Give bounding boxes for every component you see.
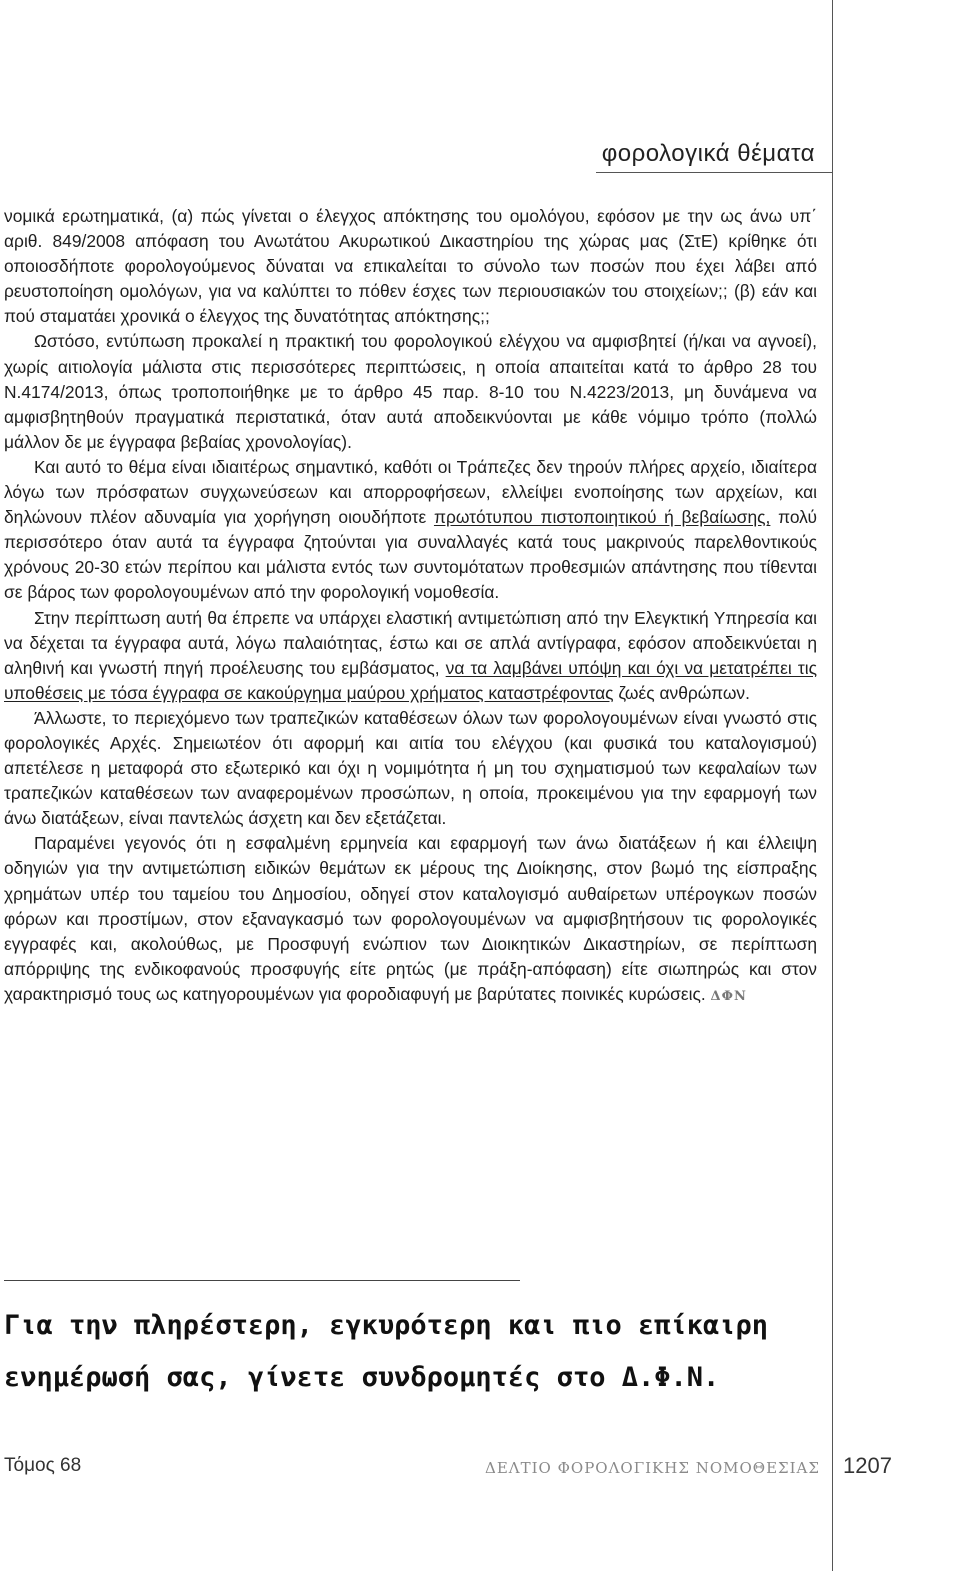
paragraph-3-text-a: Και αυτό το θέμα είναι ιδιαιτέρως σημαντικό, καθότι οι Τράπεζες δεν τηρούν πλήρες αρχείο, ιδιαίτερα λόγω των πρόσφατων συγχωνεύσεων και απορροφήσεων, ελλείψει ενοποίησης των αρχείων, και δηλώνουν πλέον αδυναμία για χορήγηση οιουδήποτε: [4, 456, 817, 528]
paragraph-5: Άλλωστε, το περιεχόμενο των τραπεζικών καταθέσεων όλων των φορολογουμένων είναι γνωστό στις φορολογικές Αρχές. Σημειωτέον ότι αφορμή και αιτία του ελέγχου (και φυσικά του καταλογισμού) απετέλεσε η μεταφορά στο εξωτερικό και όχι η νομιμότητα ή μη του σχηματισμού των κεφαλαίων των τραπεζικών καταθέσεων των αναφερομένων προσώπων, η οποία, προκειμένου για την εφαρμογή των άνω διατάξεων, είναι παντελώς άσχετη και δεν εξετάζεται.: [4, 707, 817, 829]
section-title: φορολογικά θέματα: [601, 140, 815, 167]
promo-rule: [4, 1280, 520, 1281]
journal-name: ΔΕΛΤΙΟ ΦΟΡΟΛΟΓΙΚΗΣ ΝΟΜΟΘΕΣΙΑΣ: [484, 1459, 820, 1477]
paragraph-4-text-a: Στην περίπτωση αυτή θα έπρεπε να υπάρχει ελαστική αντιμετώπιση από την Ελεγκτική Υπηρεσία και να δέχεται τα έγγραφα αυτά, λόγω παλαιότητας, έστω και σε απλά αντίγραφα, εφόσον αποδεικνύεται η αληθινή και γνωστή πηγή προέλευσης του εμβάσματος,: [4, 607, 817, 678]
promo-line-2: ενημέρωσή σας, γίνετε συνδρομητές στο Δ.Φ.Ν.: [4, 1362, 720, 1393]
paragraph-2: Ωστόσο, εντύπωση προκαλεί η πρακτική του φορολογικού ελέγχου να αμφισβητεί (ή/και να αγνοεί), χωρίς αιτιολογία μάλιστα στις περισσότερες περιπτώσεις, η οποία απαιτείται κατά το άρθρο 28 του Ν.4174/2013, όπως τροποποιήθηκε με το άρθρο 45 παρ. 8-10 του Ν.4223/2013, μη δυνάμενα να αμφισβητηθούν πραγματικά περιστατικά, όταν αυτά αποδεικνύονται με κάθε νόμιμο τρόπο (πολλώ μάλλον δε με έγγραφα βεβαίας χρονολογίας).: [4, 331, 817, 452]
paragraph-6-text: Παραμένει γεγονός ότι η εσφαλμένη ερμηνεία και εφαρμογή των άνω διατάξεων ή και έλλειψη οδηγιών για την αντιμετώπιση ειδικών θεμάτων εκ μέρους της Διοίκησης, στον βωμό της είσπραξης χρημάτων υπέρ του ταμείου του Δημοσίου, οδηγεί στον καταλογισμό αυθαίρετων υπέρογκων ποσών φόρων και προστίμων, στον εξαναγκασμό των φορολογουμένων να αμφισβητήσουν τις φορολογικές εγγραφές και, ακολούθως, με Προσφυγή ενώπιον των Διοικητικών Δικαστηρίων, σε περίπτωση απόρριψης της ενδικοφανούς προσφυγής είτε ρητώς (με πράξη-απόφαση) είτε σιωπηρώς και στον χαρακτηρισμό τους ως κατηγορουμένων για φοροδιαφυγή με βαρύτατες ποινικές κυρώσεις.: [4, 833, 817, 1004]
margin-vertical-rule: [832, 0, 833, 1571]
header-rule: [596, 172, 832, 173]
end-mark-logo: ΔΦΝ: [710, 988, 747, 1004]
underlined-black-money-phrase: να τα λαμβάνει υπόψη και όχι να μετατρέπει τις υποθέσεις με τόσα έγγραφα σε κακούργημα μαύρου χρήματος καταστρέφοντας: [4, 657, 817, 703]
page-number: 1207: [843, 1453, 892, 1478]
paragraph-3-text-b: πολύ περισσότερο όταν αυτά τα έγγραφα ζητούνται για συναλλαγές κατά τους μακρινούς παρελθοντικούς χρόνους 20-30 ετών περίπου και μάλιστα εντός των συντομότατων προθεσμιών απάντησης που τίθενται σε βάρος των φορολογουμένων από την φορολογική νομοθεσία.: [4, 507, 817, 603]
paragraph-3: [4, 455, 817, 606]
paragraph-1: νομικά ερωτηματικά, (α) πώς γίνεται ο έλεγχος απόκτησης του ομολόγου, εφόσον με την ως άνω υπ΄ αριθ. 849/2008 απόφαση του Ανωτάτου Ακυρωτικού Δικαστηρίου της χώρας μας (ΣτΕ) κρίθηκε ότι οποιοσδήποτε φορολογούμενος δύναται να επικαλείται το σύνολο των ποσών που έχει λάβει από ρευστοποίηση ομολόγων, για να καλύπτει το πόθεν έσχες των περιουσιακών του στοιχείων;; (β) εάν και πού σταματάει χρονικά ο έλεγχος της δυνατότητας απόκτησης;;: [4, 206, 817, 327]
underlined-certificate-phrase: πρωτότυπου πιστοποιητικού ή βεβαίωσης,: [433, 507, 771, 528]
paragraph-6: [4, 831, 817, 1009]
paragraph-4-text-b: ζωές ανθρώπων.: [618, 682, 750, 703]
promo-line-1: Για την πληρέστερη, εγκυρότερη και πιο επίκαιρη: [4, 1310, 769, 1341]
paragraph-4: [4, 606, 817, 706]
subscription-promo: [4, 1300, 824, 1404]
article-body: [4, 204, 817, 1009]
volume-label: Τόμος 68: [4, 1455, 82, 1476]
